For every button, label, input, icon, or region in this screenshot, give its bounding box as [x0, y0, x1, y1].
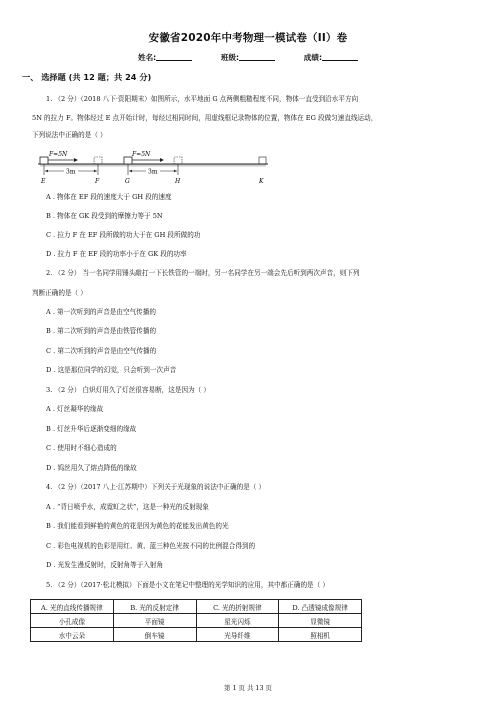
- point-label-e: E: [41, 178, 46, 185]
- q2-stem-line2: 判断正确的是（ ）: [32, 289, 87, 297]
- distance-label-2: 3m: [148, 168, 158, 176]
- table-cell: 小孔成像: [31, 614, 114, 628]
- score-label: 成绩:: [303, 53, 322, 62]
- q5-options-table: [30, 599, 362, 642]
- name-label: 姓名:: [137, 53, 157, 62]
- q1-option-c[interactable]: C . 拉力 F 在 EF 段所做的功大于在 GH 段所做的功: [46, 231, 201, 239]
- q3-option-a[interactable]: A . 灯丝凝华的缘故: [46, 405, 104, 413]
- ground-hatching: [40, 165, 266, 166]
- force-arrowhead-2: [160, 158, 164, 162]
- student-info-row: [0, 52, 496, 63]
- table-row: [31, 614, 362, 628]
- score-blank[interactable]: [322, 52, 358, 61]
- force-label-2: F=5N: [132, 151, 151, 158]
- q2-option-b[interactable]: B . 第二次听到的声音是由铁管传播的: [46, 327, 157, 335]
- q4-stem: 4. （2 分）（2017 八上·江苏期中）下列关于光现象的说法中正确的是（ ）: [46, 483, 266, 491]
- q1-option-b[interactable]: B . 物体在 GK 段受到的摩擦力等于 5N: [46, 212, 163, 220]
- table-row: [31, 628, 362, 642]
- table-cell: 倒车镜: [113, 628, 196, 642]
- point-label-f: F: [95, 178, 100, 185]
- block-g: [124, 157, 132, 164]
- q1-option-d[interactable]: D . 拉力 F 在 EF 段的功率小于在 GK 段的功率: [46, 250, 187, 258]
- q4-option-c[interactable]: C . 彩色电视机的色彩是用红、黄、蓝三种色光按不同的比例混合得到的: [46, 542, 256, 550]
- table-cell: 水中云朵: [31, 628, 114, 642]
- q1-option-a[interactable]: A . 物体在 EF 段的速度大于 GH 段的速度: [46, 193, 172, 201]
- table-cell[interactable]: B. 光的反射定律: [113, 600, 196, 614]
- marker-k: [259, 157, 266, 164]
- table-cell: 显微镜: [279, 614, 362, 628]
- name-blank[interactable]: [156, 52, 192, 61]
- q5-stem: 5. （2 分）（2017·松北模拟）下面是小文在笔记中整理的光学知识的应用，其中都正确的是（ ）: [46, 581, 329, 589]
- q1-stem-line1: 1. （2 分）（2018 八下·资阳期末）如图所示，水平地面 G 点两侧粗糙程度不同，物体一直受到沿水平方向: [46, 95, 359, 103]
- dashed-frame-h: [174, 157, 182, 164]
- distance-label-1: 3m: [66, 168, 76, 176]
- dashed-frame-f: [94, 157, 102, 164]
- q2-option-a[interactable]: A . 第一次听到的声音是由空气传播的: [46, 308, 156, 316]
- table-cell[interactable]: C. 光的折射规律: [196, 600, 279, 614]
- q4-option-a[interactable]: A . “背日喷乎水，成霓虹之状”，这是一种光的反射现象: [46, 503, 209, 511]
- page-footer: 第 1 页 共 13 页: [224, 684, 272, 692]
- q3-option-b[interactable]: B . 灯丝升华后逐渐变细的缘故: [46, 425, 137, 433]
- q2-option-d[interactable]: D . 这是那位同学的幻觉，只会听到一次声音: [46, 366, 177, 374]
- page-title: 安徽省2020年中考物理一模试卷（II）卷: [148, 32, 348, 44]
- q4-option-d[interactable]: D . 光发生漫反射时，反射角等于入射角: [46, 561, 164, 569]
- class-blank[interactable]: [239, 52, 275, 61]
- class-label: 班级:: [220, 53, 240, 62]
- table-cell: 平面镜: [113, 614, 196, 628]
- table-cell: 照相机: [279, 628, 362, 642]
- block-e: [40, 157, 48, 164]
- q4-option-b[interactable]: B . 我们能看到鲜艳的黄色的花是因为黄色的花能发出黄色的光: [46, 522, 229, 530]
- point-label-h: H: [175, 178, 181, 185]
- q1-motion-diagram: [36, 149, 272, 187]
- q3-stem: 3. （2 分） 白炽灯用久了灯丝很容易断，这是因为（ ）: [46, 386, 210, 394]
- q1-stem-line3: 下列说法中正确的是（ ）: [32, 131, 107, 139]
- q1-stem-line2: 5N 的拉力 F。物体经过 E 点开始计时，每经过相同时间，用虚线框记录物体的位置，物体在 EG 段做匀速直线运动，: [32, 114, 378, 122]
- force-arrowhead-1: [74, 158, 78, 162]
- table-cell[interactable]: D. 凸透镜成像规律: [279, 600, 362, 614]
- table-cell: 光导纤维: [196, 628, 279, 642]
- force-label-1: F=5N: [49, 151, 68, 158]
- q3-option-c[interactable]: C . 使用时不细心造成的: [46, 444, 117, 452]
- table-row: [31, 600, 362, 614]
- point-label-k: K: [259, 178, 264, 185]
- q2-stem-line1: 2. （2 分） 当一名同学用锤头敲打一下长铁管的一端时，另一名同学在另一端会先后听到两次声音，则下列: [46, 269, 360, 277]
- point-label-g: G: [125, 178, 130, 185]
- table-cell[interactable]: A. 光的直线传播规律: [31, 600, 114, 614]
- q3-option-d[interactable]: D . 钨丝用久了熔点降低的缘故: [46, 464, 137, 472]
- section-heading: 一、 选择题 (共 12 题；共 24 分): [22, 72, 152, 82]
- table-cell: 星光闪烁: [196, 614, 279, 628]
- q2-option-c[interactable]: C . 第二次听到的声音是由空气传播的: [46, 347, 157, 355]
